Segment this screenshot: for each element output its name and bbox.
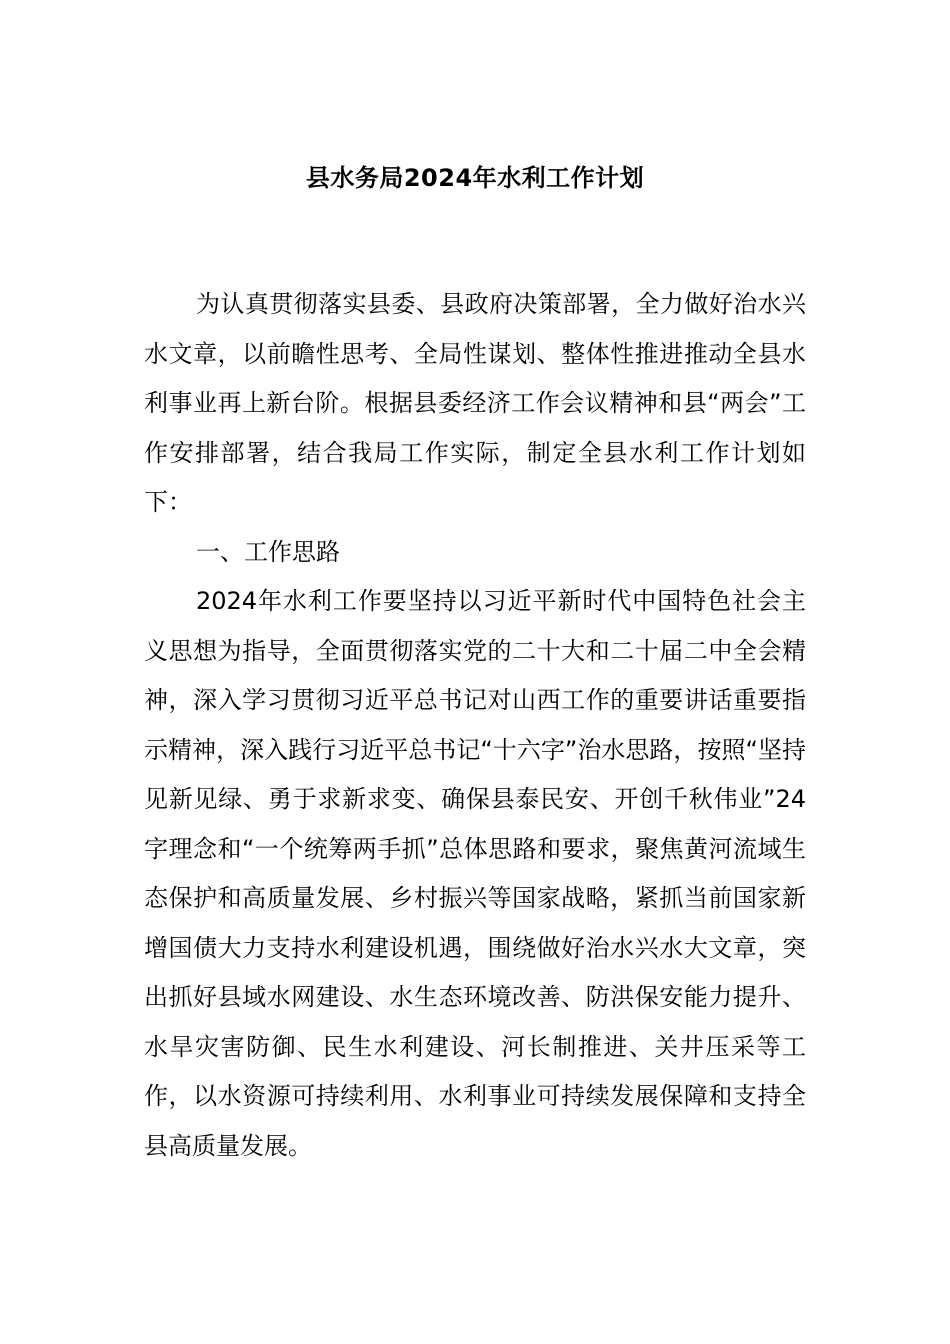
document-title: 县水务局2024年水利工作计划 (305, 164, 645, 192)
intro-paragraph: 为认真贯彻落实县委、县政府决策部署，全力做好治水兴水文章，以前瞻性思考、全局性谋划、整体性推进推动全县水利事业再上新台阶。根据县委经济工作会议精神和县“两会”工作安排部署，结合我局工作实际，制定全县水利工作计划如下： (144, 290, 806, 516)
document-body (144, 280, 806, 1171)
section-heading: 一、工作思路 (196, 537, 340, 566)
work-approach-paragraph: 2024年水利工作要坚持以习近平新时代中国特色社会主义思想为指导，全面贯彻落实党的二十大和二十届二中全会精神，深入学习贯彻习近平总书记对山西工作的重要讲话重要指示精神，深入践行习近平总书记“十六字”治水思路，按照“坚持见新见绿、勇于求新求变、确保县泰民安、开创千秋伟业”24字理念和“一个统筹两手抓”总体思路和要求，聚焦黄河流域生态保护和高质量发展、乡村振兴等国家战略，紧抓当前国家新增国债大力支持水利建设机遇，围绕做好治水兴水大文章，突出抓好县域水网建设、水生态环境改善、防洪保安能力提升、水旱灾害防御、民生水利建设、河长制推进、关井压采等工作，以水资源可持续利用、水利事业可持续发展保障和支持全县高质量发展。 (144, 587, 806, 1160)
